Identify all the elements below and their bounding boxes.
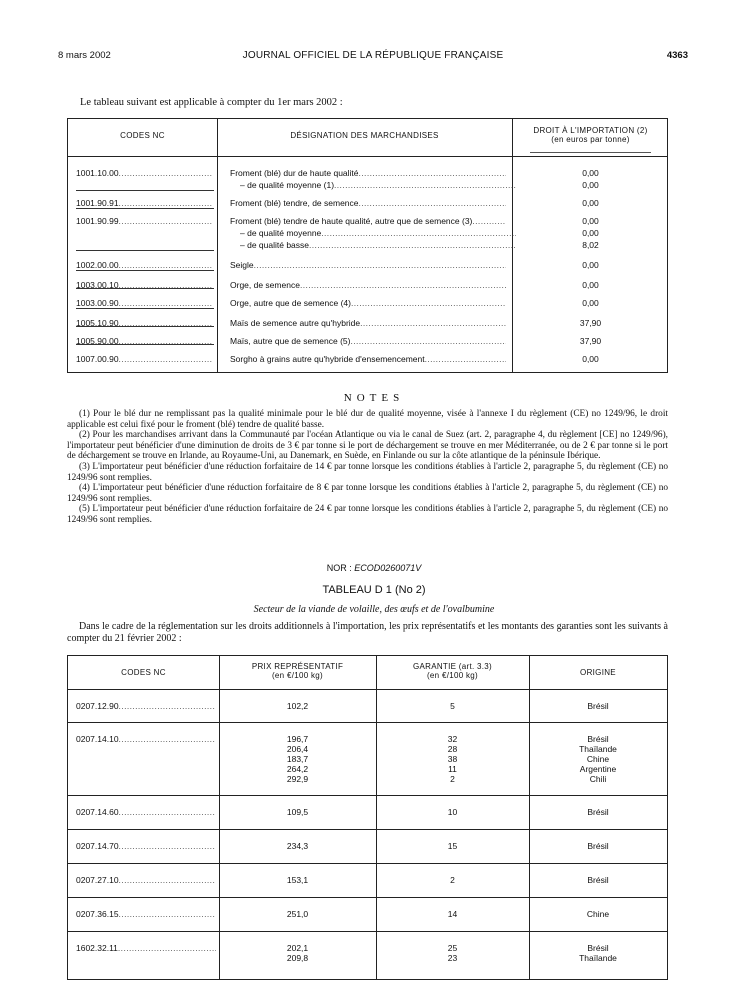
table2-header-prix: [219, 662, 376, 680]
goods-description: Sorgho à grains autre qu'hybride d'ensemencement .....: [230, 354, 506, 364]
origin-country: Thaïlande: [579, 953, 617, 963]
journal-title: JOURNAL OFFICIEL DE LA RÉPUBLIQUE FRANÇAISE: [242, 50, 504, 61]
origin-country-cell: [529, 943, 667, 963]
note-item: (3) L'importateur peut bénéficier d'une réduction forfaitaire de 14 € par tonne lorsque les conditions établies à l'article 2, paragraphe 5, du règlement (CE) no 1249/96 sont remplies.: [67, 461, 668, 483]
tableau-title: TABLEAU D 1 (No 2): [322, 584, 426, 596]
origin-country: Brésil: [587, 875, 609, 885]
representative-price-cell: [219, 841, 376, 851]
table2-row-separator: [68, 795, 667, 796]
nc-code: 0207.14.60 .....: [76, 807, 216, 817]
page-header: [58, 50, 688, 66]
duty-value: 0,00: [582, 280, 599, 290]
representative-price: 109,5: [286, 807, 309, 817]
nc-code: 1001.10.00 .....: [76, 168, 212, 178]
intro2-paragraph: Dans le cadre de la réglementation sur les droits additionnels à l'importation, les prix représentatifs et les montants des garanties sont les suivants à compter du 21 février 2002 :: [67, 621, 668, 644]
representative-price: 292,9: [286, 774, 309, 784]
duty-value: 0,00: [582, 180, 599, 190]
origin-country-cell: [529, 841, 667, 851]
representative-price-cell: [219, 807, 376, 817]
nc-code: 0207.14.10 .....: [76, 734, 216, 744]
table1-header-droit: [512, 126, 669, 144]
sector-subtitle: Secteur de la viande de volaille, des œufs et de l'ovalbumine: [253, 604, 495, 615]
origin-country: Chine: [586, 909, 610, 919]
table1-row-separator: [76, 208, 214, 209]
poultry-price-table: [67, 655, 668, 980]
import-duty-table: [67, 118, 668, 373]
table1-row-separator: [76, 308, 214, 309]
nc-code: 1003.00.90 .....: [76, 298, 212, 308]
duty-value: 0,00: [582, 260, 599, 270]
origin-country: Argentine: [579, 764, 617, 774]
duty-value: 0,00: [582, 354, 599, 364]
table2-header-garantie-line1: GARANTIE (art. 3.3): [412, 662, 493, 671]
note-item: (2) Pour les marchandises arrivant dans la Communauté par l'océan Atlantique ou via le canal de Suez (art. 2, paragraphe 4, du règlement [CE] no 1249/96), l'importateur peut bénéficier d'une diminution de droits de 3 € par tonne si le port de déchargement se trouve en mer Méditerranée, ou de 2 € par tonne si le port de déchargement se trouve en Irlande, au Royaume-Uni, au Danemark, en Suède, en Finlande ou sur la côte atlantique de la péninsule Ibérique.: [67, 430, 668, 462]
guarantee-amount-cell: [376, 807, 529, 817]
nc-code: 0207.12.90 .....: [76, 701, 216, 711]
table2-row-separator: [68, 863, 667, 864]
representative-price-cell: [219, 701, 376, 711]
table2-row-separator: [68, 897, 667, 898]
table1-header-separator: [68, 156, 667, 157]
origin-country-cell: [529, 807, 667, 817]
guarantee-amount-cell: [376, 943, 529, 963]
nc-code: 1001.90.91 .....: [76, 198, 212, 208]
origin-country-cell: [529, 734, 667, 784]
origin-country-cell: [529, 909, 667, 919]
table1-header-designation: DÉSIGNATION DES MARCHANDISES: [290, 131, 439, 140]
representative-price-cell: [219, 909, 376, 919]
goods-description: – de qualité basse .....: [240, 240, 516, 250]
guarantee-amount: 23: [447, 953, 458, 963]
table1-header-codes: CODES NC: [120, 131, 165, 140]
table2-row-separator: [68, 829, 667, 830]
representative-price: 196,7: [286, 734, 309, 744]
nc-code: 1602.32.11 .....: [76, 943, 216, 953]
representative-price: 153,1: [286, 875, 309, 885]
duty-value: 0,00: [582, 168, 599, 178]
guarantee-amount: 14: [447, 909, 458, 919]
nc-code: 1003.00.10 .....: [76, 280, 212, 290]
representative-price: 102,2: [286, 701, 309, 711]
table2-row-separator: [68, 722, 667, 723]
goods-description: – de qualité moyenne .....: [240, 228, 516, 238]
representative-price-cell: [219, 875, 376, 885]
origin-country: Brésil: [587, 943, 609, 953]
goods-description: Orge, de semence .....: [230, 280, 506, 290]
guarantee-amount: 15: [447, 841, 458, 851]
note-item: (1) Pour le blé dur ne remplissant pas la qualité minimale pour le blé dur de qualité moyenne, visée à l'annexe I du règlement (CE) no 1249/96, le droit applicable est celui fixé pour le froment (blé) tendre de qualité basse.: [67, 409, 668, 430]
goods-description: Orge, autre que de semence (4) .....: [230, 298, 506, 308]
guarantee-amount: 38: [447, 754, 458, 764]
table2-header-codes: CODES NC: [121, 668, 166, 677]
guarantee-amount-cell: [376, 875, 529, 885]
guarantee-amount: 28: [447, 744, 458, 754]
guarantee-amount: 2: [450, 774, 455, 784]
table2-header-separator: [68, 689, 667, 690]
notes-title: NOTES: [343, 392, 405, 404]
duty-value: 8,02: [582, 240, 599, 250]
table1-header-droit-line2: (en euros par tonne): [551, 135, 630, 144]
nc-code: 1005.90.00 .....: [76, 336, 212, 346]
origin-country: Chili: [589, 774, 607, 784]
intro2-text: [67, 621, 668, 645]
guarantee-amount-cell: [376, 841, 529, 851]
representative-price: 206,4: [286, 744, 309, 754]
representative-price: 264,2: [286, 764, 309, 774]
notes-section: [67, 409, 668, 526]
table2-header-prix-line2: (en €/100 kg): [271, 671, 324, 680]
nc-code: 1005.10.90 .....: [76, 318, 212, 328]
table2-header-origine: ORIGINE: [580, 668, 616, 677]
duty-value: 0,00: [582, 298, 599, 308]
representative-price: 234,3: [286, 841, 309, 851]
representative-price: 202,1: [286, 943, 309, 953]
guarantee-amount: 32: [447, 734, 458, 744]
representative-price: 209,8: [286, 953, 309, 963]
nc-code: 0207.36.15 .....: [76, 909, 216, 919]
origin-country-cell: [529, 701, 667, 711]
duty-value: 37,90: [579, 336, 602, 346]
note-item: (4) L'importateur peut bénéficier d'une réduction forfaitaire de 8 € par tonne lorsque les conditions établies à l'article 2, paragraphe 5, du règlement (CE) no 1249/96 sont remplies.: [67, 483, 668, 504]
origin-country: Thaïlande: [579, 744, 617, 754]
goods-description: – de qualité moyenne (1) .....: [240, 180, 516, 190]
duty-value: 37,90: [579, 318, 602, 328]
header-date: 8 mars 2002: [58, 50, 111, 61]
origin-country: Brésil: [587, 734, 609, 744]
nc-code: 1001.90.99 .....: [76, 216, 212, 226]
note-item: (5) L'importateur peut bénéficier d'une réduction forfaitaire de 24 € par tonne lorsque les conditions établies à l'article 2, paragraphe 5, du règlement (CE) no 1249/96 sont remplies.: [67, 504, 668, 525]
guarantee-amount-cell: [376, 734, 529, 784]
origin-country: Brésil: [587, 807, 609, 817]
nor-label: NOR :: [326, 563, 352, 573]
origin-country: Brésil: [587, 841, 609, 851]
representative-price: 183,7: [286, 754, 309, 764]
table2-header-garantie-line2: (en €/100 kg): [426, 671, 479, 680]
nor-code: ECOD0260071V: [354, 563, 422, 573]
nc-code: 1007.00.90 .....: [76, 354, 212, 364]
origin-country: Chine: [586, 754, 610, 764]
table1-header-droit-line1: DROIT À L'IMPORTATION (2): [533, 126, 648, 135]
guarantee-amount: 2: [450, 875, 455, 885]
origin-country-cell: [529, 875, 667, 885]
nc-code: 0207.27.10 .....: [76, 875, 216, 885]
table1-row-separator: [76, 250, 214, 251]
guarantee-amount-cell: [376, 701, 529, 711]
representative-price: 251,0: [286, 909, 309, 919]
table2-row-separator: [68, 931, 667, 932]
origin-country: Brésil: [587, 701, 609, 711]
table1-header-underline: [530, 152, 651, 153]
representative-price-cell: [219, 943, 376, 963]
guarantee-amount: 25: [447, 943, 458, 953]
goods-description: Froment (blé) tendre de haute qualité, autre que de semence (3) .....: [230, 216, 506, 226]
table2-header-prix-line1: PRIX REPRÉSENTATIF: [251, 662, 344, 671]
guarantee-amount-cell: [376, 909, 529, 919]
representative-price-cell: [219, 734, 376, 784]
page-number: 4363: [666, 50, 688, 61]
guarantee-amount: 10: [447, 807, 458, 817]
duty-value: 0,00: [582, 228, 599, 238]
goods-description: Froment (blé) dur de haute qualité .....: [230, 168, 506, 178]
intro-text: Le tableau suivant est applicable à compter du 1er mars 2002 :: [80, 97, 343, 108]
table1-row-separator: [76, 190, 214, 191]
nor-reference: [0, 563, 748, 573]
goods-description: Maïs de semence autre qu'hybride .....: [230, 318, 506, 328]
duty-value: 0,00: [582, 198, 599, 208]
nc-code: 0207.14.70 .....: [76, 841, 216, 851]
table1-row-separator: [76, 270, 214, 271]
table2-header-garantie: [376, 662, 529, 680]
guarantee-amount: 5: [450, 701, 455, 711]
duty-value: 0,00: [582, 216, 599, 226]
goods-description: Seigle .....: [230, 260, 506, 270]
goods-description: Maïs, autre que de semence (5) .....: [230, 336, 506, 346]
nc-code: 1002.00.00 .....: [76, 260, 212, 270]
guarantee-amount: 11: [448, 764, 457, 774]
goods-description: Froment (blé) tendre, de semence .....: [230, 198, 506, 208]
